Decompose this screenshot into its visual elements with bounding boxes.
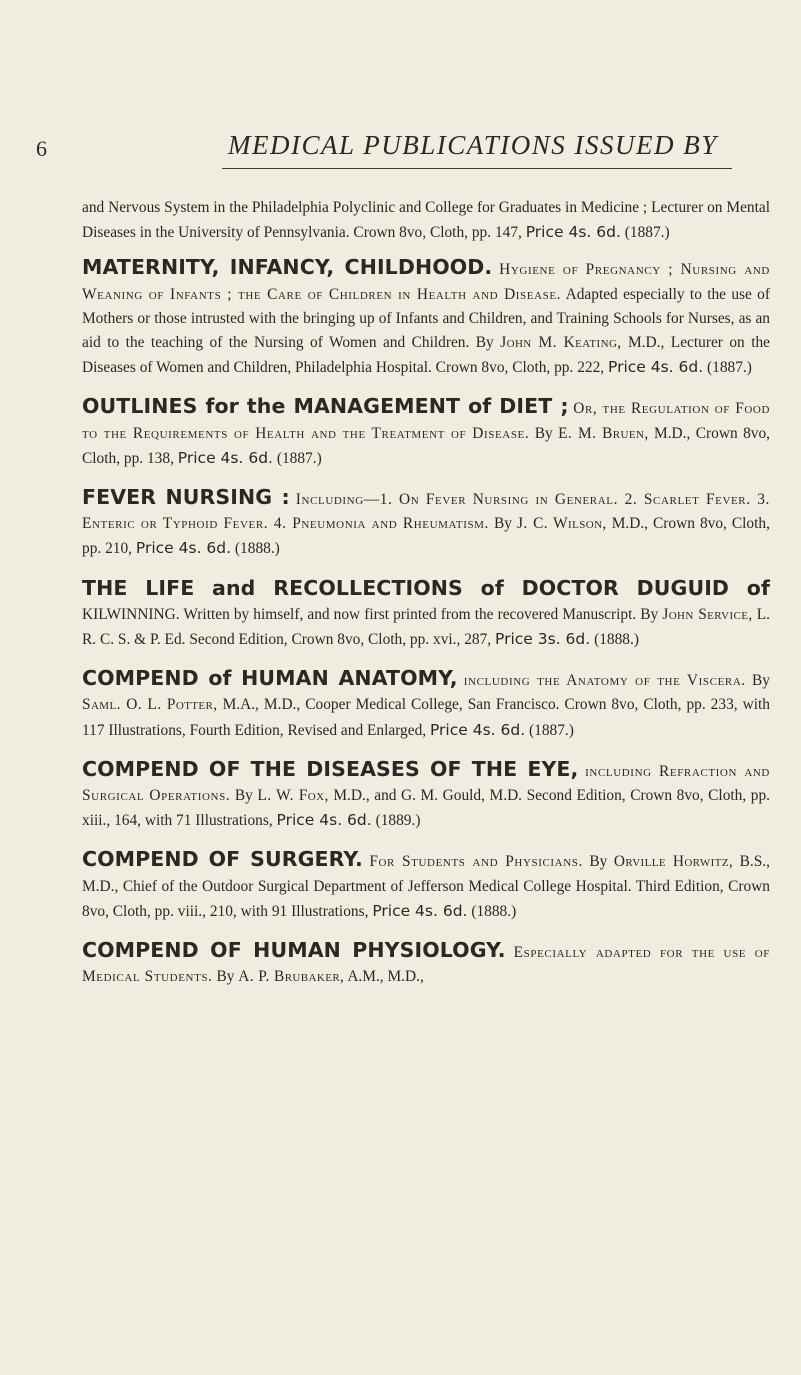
entry-details: M.D., Crown 8vo, Cloth, pp. 210,: [82, 515, 770, 558]
entry-year: (1888.): [471, 902, 517, 920]
entry-subtitle: including Refraction and Surgical Operations.: [82, 762, 770, 805]
entry-author: Saml. O. L. Potter,: [82, 696, 218, 714]
entry-author: John Service,: [662, 605, 753, 623]
entry-body: By: [234, 787, 253, 805]
publication-list: [82, 196, 770, 1003]
entry-year: (1887.): [276, 449, 322, 467]
entry-author: E. M. Bruen,: [558, 424, 649, 442]
entry-details: A.M., M.D.,: [347, 968, 424, 986]
publication-entry: [82, 485, 770, 562]
entry-body: By: [752, 672, 770, 690]
entry-year: (1887.): [529, 721, 574, 739]
entry-price: Price 4s. 6d.: [372, 901, 468, 920]
entry-details: M.D., and G. M. Gould, M.D. Second Edition, Crown 8vo, Cloth, pp. xiii., 164, with 71 Illustrations,: [82, 787, 771, 830]
entry-body: By: [216, 968, 235, 986]
entry-author: J. C. Wilson,: [517, 515, 607, 533]
entry-author: A. P. Brubaker,: [238, 968, 345, 986]
publication-entry: [82, 847, 770, 924]
entry-year: (1888.): [594, 631, 639, 649]
entry-subtitle: KILWINNING.: [82, 605, 180, 623]
entry-subtitle: Including—1. On Fever Nursing in General. 2. Scarlet Fever. 3. Enteric or Typhoid Fever. 4. Pneumonia and Rheumatism.: [82, 491, 770, 533]
entry-price: Price 4s. 6d.: [135, 539, 232, 558]
entry-price: Price 4s. 6d.: [177, 448, 273, 467]
entry-details: M.D., Lecturer on the Diseases of Women and Children, Philadelphia Hospital. Crown 8vo, Cloth, pp. 222,: [82, 334, 770, 377]
publication-entry: [82, 255, 770, 380]
entry-heading: COMPEND of HUMAN ANATOMY,: [82, 666, 458, 691]
entry-price: Price 4s. 6d.: [429, 720, 526, 739]
entry-price: Price 4s. 6d.: [525, 223, 621, 242]
entry-year: (1887.): [624, 224, 670, 242]
entry-author: L. W. Fox,: [257, 787, 329, 805]
entry-year: (1887.): [707, 359, 752, 377]
entry-heading: MATERNITY, INFANCY, CHILDHOOD.: [82, 255, 493, 280]
entry-heading: FEVER NURSING :: [82, 485, 290, 510]
continuation-entry: [82, 196, 770, 245]
entry-year: (1888.): [234, 540, 280, 558]
continuation-text: and Nervous System in the Philadelphia Polyclinic and College for Graduates in Medicine ; Lecturer on Mental Diseases in the University of Pennsylvania. Crown 8vo, Cloth, pp. 147,: [82, 199, 770, 242]
entry-price: Price 4s. 6d.: [608, 358, 704, 377]
entry-year: (1889.): [375, 812, 421, 830]
entry-subtitle: including the Anatomy of the Viscera.: [463, 672, 746, 690]
running-title: MEDICAL PUBLICATIONS ISSUED BY: [228, 130, 718, 160]
entry-details: L. R. C. S. & P. Ed. Second Edition, Crown 8vo, Cloth, pp. xvi., 287,: [82, 605, 770, 649]
entry-price: Price 3s. 6d.: [495, 630, 591, 649]
entry-details: M.D., Crown 8vo, Cloth, pp. 138,: [82, 424, 771, 467]
entry-subtitle: Especially adapted for the use of Medical Students.: [82, 944, 770, 986]
entry-subtitle: Or, the Regulation of Food to the Requirements of Health and the Treatment of Disease.: [82, 400, 770, 442]
entry-heading: THE LIFE and RECOLLECTIONS of DOCTOR DUGUID of: [82, 575, 770, 600]
entry-details: B.S., M.D., Chief of the Outdoor Surgical Department of Jefferson Medical College Hospital. Third Edition, Crown 8vo, Cloth, pp. viii., 210, with 91 Illustrations,: [82, 853, 770, 920]
publication-entry: [82, 666, 770, 743]
publication-entry: [82, 757, 770, 834]
entry-body: By: [494, 515, 512, 533]
entry-author: John M. Keating,: [500, 334, 622, 352]
entry-body: Written by himself, and now first printed from the recovered Manuscript. By: [183, 605, 659, 623]
entry-heading: COMPEND OF SURGERY.: [82, 847, 363, 872]
entry-subtitle: For Students and Physicians.: [369, 853, 583, 871]
page-number: 6: [36, 136, 47, 161]
entry-body: Adapted especially to the use of Mothers or those intrusted with the bringing up of Infants and Children, and Training Schools for Nurses, as an aid to the teaching of the Nursing of Women and Children. By: [82, 285, 770, 352]
publication-entry: [82, 938, 770, 989]
entry-subtitle: Hygiene of Pregnancy ; Nursing and Weaning of Infants ; the Care of Children in Health and Disease.: [82, 261, 770, 303]
entry-author: Orville Horwitz,: [613, 853, 734, 871]
entry-body: By: [534, 424, 553, 442]
entry-heading: COMPEND OF HUMAN PHYSIOLOGY.: [82, 938, 506, 963]
entry-body: By: [589, 853, 608, 871]
entry-heading: OUTLINES for the MANAGEMENT of DIET ;: [82, 394, 569, 419]
header-rule: [222, 168, 732, 169]
entry-details: M.A., M.D., Cooper Medical College, San Francisco. Crown 8vo, Cloth, pp. 233, with 117 Illustrations, Fourth Edition, Revised and Enlarged,: [82, 696, 770, 739]
entry-price: Price 4s. 6d.: [276, 811, 372, 830]
entry-heading: COMPEND OF THE DISEASES OF THE EYE,: [82, 756, 579, 781]
publication-entry: [82, 394, 770, 471]
publication-entry: [82, 576, 770, 653]
